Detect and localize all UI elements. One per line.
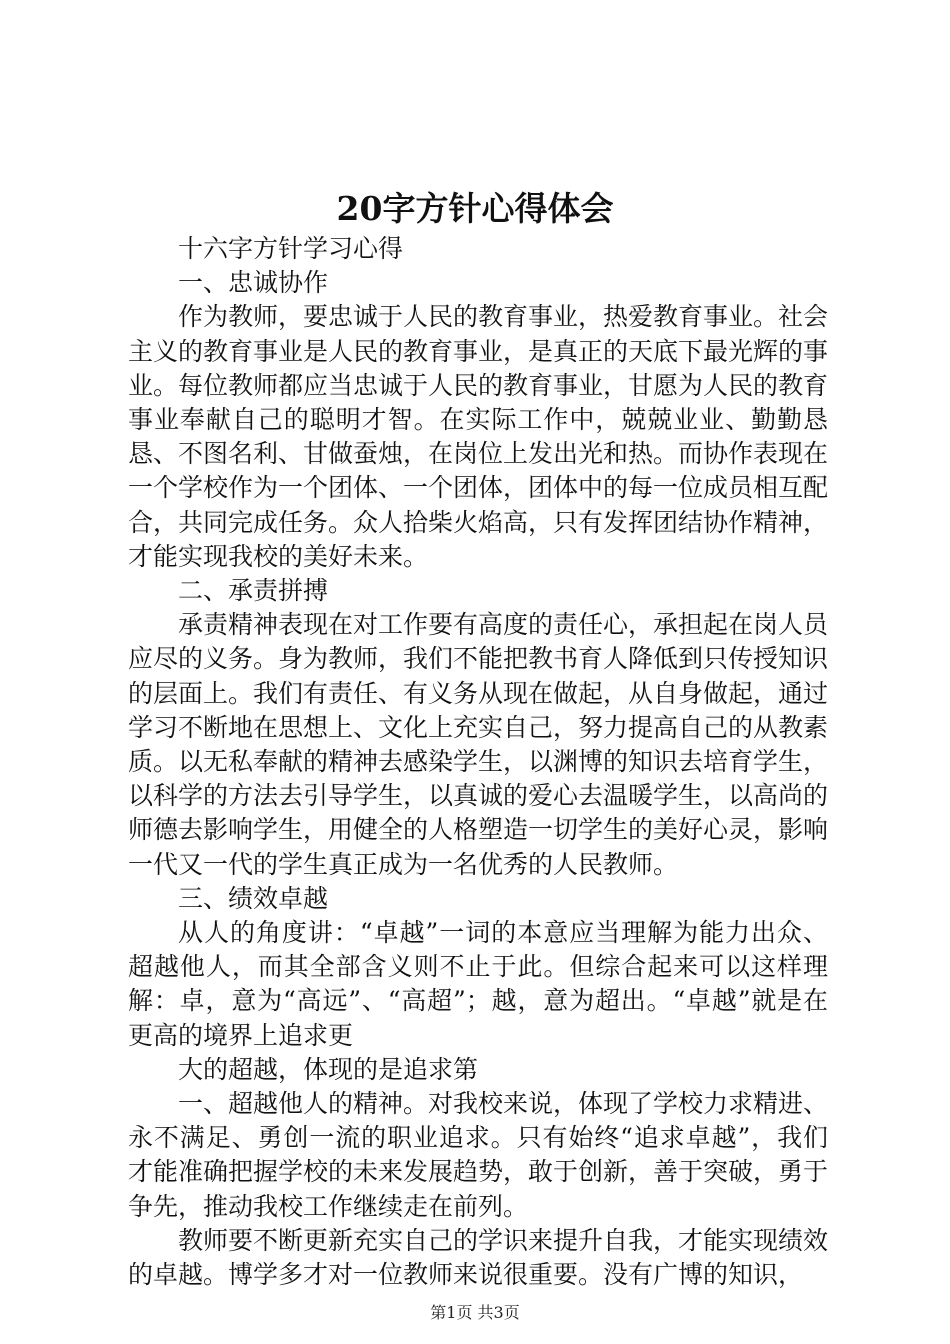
section-heading-2: 二、承责拼搏 xyxy=(178,576,329,606)
body-paragraph: 从人的角度讲：“卓越”一词的本意应当理解为能力出众、超越他人，而其全部含义则不止于此。但综合起来可以这样理解：卓，意为“高远”、“高超”；越，意为超出。“卓越”就是在更高的境界上追求更 xyxy=(128,918,828,1050)
body-paragraph: 一、超越他人的精神。对我校来说，体现了学校力求精进、永不满足、勇创一流的职业追求。只有始终“追求卓越”，我们才能准确把握学校的未来发展趋势，敢于创新，善于突破，勇于争先，推动我校工作继续走在前列。 xyxy=(128,1089,829,1221)
page-footer: 第1页 共3页 xyxy=(430,1303,520,1322)
document-title: 20字方针心得体会 xyxy=(336,189,614,228)
body-paragraph: 大的超越，体现的是追求第 xyxy=(178,1054,479,1084)
body-paragraph: 作为教师，要忠诚于人民的教育事业，热爱教育事业。社会主义的教育事业是人民的教育事业，是真正的天底下最光辉的事业。每位教师都应当忠诚于人民的教育事业，甘愿为人民的教育事业奉献自己的聪明才智。在实际工作中，兢兢业业、勤勤恳恳、不图名利、甘做蚕烛，在岗位上发出光和热。而协作表现在一个学校作为一个团体、一个团体，团体中的每一位成员相互配合，共同完成任务。众人拾柴火焰高，只有发挥团结协作精神，才能实现我校的美好未来。 xyxy=(128,302,829,571)
section-heading-1: 一、忠诚协作 xyxy=(178,268,329,298)
body-paragraph: 教师要不断更新充实自己的学识来提升自我，才能实现绩效的卓越。博学多才对一位教师来说很重要。没有广博的知识， xyxy=(128,1225,829,1290)
section-heading-3: 三、绩效卓越 xyxy=(178,883,329,913)
document-body xyxy=(128,232,828,1292)
subtitle-paragraph: 十六字方针学习心得 xyxy=(178,234,404,263)
body-paragraph: 承责精神表现在对工作要有高度的责任心，承担起在岗人员应尽的义务。身为教师，我们不能把教书育人降低到只传授知识的层面上。我们有责任、有义务从现在做起，从自身做起，通过学习不断地在思想上、文化上充实自己，努力提高自己的从教素质。以无私奉献的精神去感染学生，以渊博的知识去培育学生，以科学的方法去引导学生，以真诚的爱心去温暖学生，以高尚的师德去影响学生，用健全的人格塑造一切学生的美好心灵，影响一代又一代的学生真正成为一名优秀的人民教师。 xyxy=(128,610,829,879)
